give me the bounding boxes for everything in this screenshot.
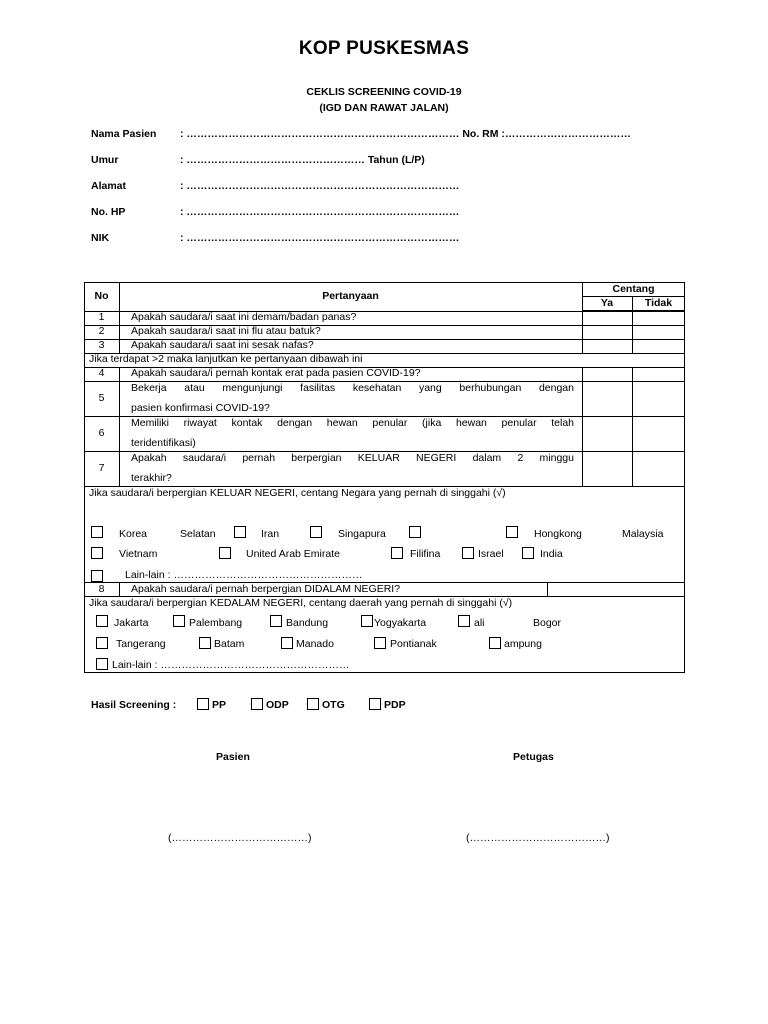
col-header-tidak: Tidak	[644, 297, 673, 309]
row-number: 2	[98, 325, 105, 337]
row-number: 1	[98, 311, 105, 323]
checkbox-israel[interactable]	[462, 547, 474, 559]
form-subtitle: CEKLIS SCREENING COVID-19	[306, 86, 462, 98]
petugas-signature-label: Petugas	[513, 751, 554, 763]
country-label: Selatan	[180, 528, 216, 540]
country-label: Israel	[478, 548, 504, 560]
checkbox-hongkong[interactable]	[506, 526, 518, 538]
country-label: Korea	[119, 528, 148, 540]
country-label: Singapura	[338, 528, 386, 540]
luar-negeri-heading: Jika saudara/i berpergian KELUAR NEGERI, centang Negara yang pernah di singgahi (√)	[89, 487, 506, 499]
checkbox-singapura[interactable]	[310, 526, 322, 538]
hasil-screening-label: Hasil Screening :	[91, 699, 177, 711]
region-label: Pontianak	[390, 638, 437, 650]
hasil-option-label: OTG	[322, 699, 345, 711]
region-label: ali	[474, 617, 485, 629]
checkbox-lain-dalam[interactable]	[96, 658, 108, 670]
col-header-centang: Centang	[612, 283, 655, 295]
region-label: Bogor	[533, 617, 562, 629]
document-title: KOP PUSKESMAS	[298, 38, 470, 59]
lain-lain-luar-field[interactable]: Lain-lain : ………………………………………………	[125, 569, 363, 581]
alamat-field[interactable]: : ……………………………………………………………………	[180, 180, 460, 192]
question-text: Apakah saudara/i pernah berpergian DIDALAM NEGERI?	[131, 583, 401, 595]
checkbox-bali[interactable]	[458, 615, 470, 627]
col-divider	[582, 368, 583, 486]
col-divider	[632, 368, 633, 486]
country-label: Malaysia	[622, 528, 664, 540]
question-text-cont: terakhir?	[131, 472, 172, 484]
question-text-cont: teridentifikasi)	[131, 437, 196, 449]
row-number: 4	[98, 367, 105, 379]
checkbox-india[interactable]	[522, 547, 534, 559]
checkbox-odp[interactable]	[251, 698, 263, 710]
row-number: 7	[98, 462, 105, 474]
col-divider	[547, 583, 548, 596]
country-label: Hongkong	[534, 528, 582, 540]
col-header-pertanyaan: Pertanyaan	[322, 290, 379, 302]
question-text: Memiliki riwayat kontak dengan hewan penular (jika hewan penular telah	[131, 417, 574, 429]
pasien-signature-line[interactable]: (…………………………………)	[168, 832, 312, 844]
region-label: Manado	[296, 638, 334, 650]
col-divider	[119, 368, 120, 486]
question-text: Bekerja atau mengunjungi fasilitas kesehatan yang berhubungan dengan	[131, 382, 574, 394]
checkbox-lampung[interactable]	[489, 637, 501, 649]
country-label: Filifina	[410, 548, 441, 560]
no-hp-field[interactable]: : ……………………………………………………………………	[180, 206, 460, 218]
checkbox-iran[interactable]	[234, 526, 246, 538]
row-number: 5	[98, 392, 105, 404]
nik-field[interactable]: : ……………………………………………………………………	[180, 232, 460, 244]
alamat-label: Alamat	[91, 180, 127, 192]
checkbox-lain-luar[interactable]	[91, 570, 103, 582]
hasil-option-label: PDP	[384, 699, 406, 711]
checkbox-vietnam[interactable]	[91, 547, 103, 559]
country-label: Vietnam	[119, 548, 158, 560]
question-text-cont: pasien konfirmasi COVID-19?	[131, 402, 270, 414]
umur-field[interactable]: : …………………………………………… Tahun (L/P)	[180, 154, 425, 166]
checkbox-yogyakarta[interactable]	[361, 615, 373, 627]
checkbox-uae[interactable]	[219, 547, 231, 559]
row-number: 3	[98, 339, 105, 351]
checkbox-filifina[interactable]	[391, 547, 403, 559]
region-label: Palembang	[189, 617, 243, 629]
checkbox-manado[interactable]	[281, 637, 293, 649]
question-text: Apakah saudara/i saat ini flu atau batuk?	[131, 325, 321, 337]
petugas-signature-line[interactable]: (…………………………………)	[466, 832, 610, 844]
col-divider	[119, 583, 120, 596]
checkbox-jakarta[interactable]	[96, 615, 108, 627]
country-label: United Arab Emirate	[246, 548, 340, 560]
form-subtitle-sub: (IGD DAN RAWAT JALAN)	[319, 102, 449, 114]
checkbox-singapura-box[interactable]	[409, 526, 421, 538]
umur-label: Umur	[91, 154, 119, 166]
region-label: Batam	[214, 638, 245, 650]
question-text: Apakah saudara/i saat ini sesak nafas?	[131, 339, 314, 351]
hasil-option-label: PP	[212, 699, 227, 711]
nama-pasien-label: Nama Pasien	[91, 128, 157, 140]
no-hp-label: No. HP	[91, 206, 126, 218]
dalam-negeri-heading: Jika saudara/i berpergian KEDALAM NEGERI, centang daerah yang pernah di singgahi (√)	[89, 597, 513, 609]
country-label: Iran	[261, 528, 280, 540]
lain-lain-dalam-field[interactable]: Lain-lain : ………………………………………………	[112, 659, 350, 671]
row-number: 8	[98, 583, 105, 595]
question-text: Apakah saudara/i saat ini demam/badan panas?	[131, 311, 357, 323]
checkbox-korea[interactable]	[91, 526, 103, 538]
checkbox-pontianak[interactable]	[374, 637, 386, 649]
pasien-signature-label: Pasien	[216, 751, 250, 763]
region-label: Yogyakarta	[374, 617, 427, 629]
country-label: India	[540, 548, 563, 560]
row-number: 6	[98, 427, 105, 439]
checkbox-pp[interactable]	[197, 698, 209, 710]
region-label: Bandung	[286, 617, 329, 629]
nama-pasien-field[interactable]: : …………………………………………………………………… No. RM :………………………………	[180, 128, 631, 140]
checkbox-batam[interactable]	[199, 637, 211, 649]
checkbox-palembang[interactable]	[173, 615, 185, 627]
region-label: ampung	[504, 638, 542, 650]
question-text: Apakah saudara/i pernah berpergian KELUAR NEGERI dalam 2 minggu	[131, 452, 574, 464]
checkbox-pdp[interactable]	[369, 698, 381, 710]
nik-label: NIK	[91, 232, 110, 244]
col-header-no: No	[94, 290, 109, 302]
hasil-option-label: ODP	[266, 699, 289, 711]
region-label: Jakarta	[114, 617, 149, 629]
question-text: Apakah saudara/i pernah kontak erat pada pasien COVID-19?	[131, 367, 421, 379]
col-header-ya: Ya	[600, 297, 614, 309]
checkbox-bandung[interactable]	[270, 615, 282, 627]
table-note: Jika terdapat >2 maka lanjutkan ke pertanyaan dibawah ini	[89, 353, 363, 365]
checkbox-tangerang[interactable]	[96, 637, 108, 649]
region-label: Tangerang	[116, 638, 166, 650]
checkbox-otg[interactable]	[307, 698, 319, 710]
